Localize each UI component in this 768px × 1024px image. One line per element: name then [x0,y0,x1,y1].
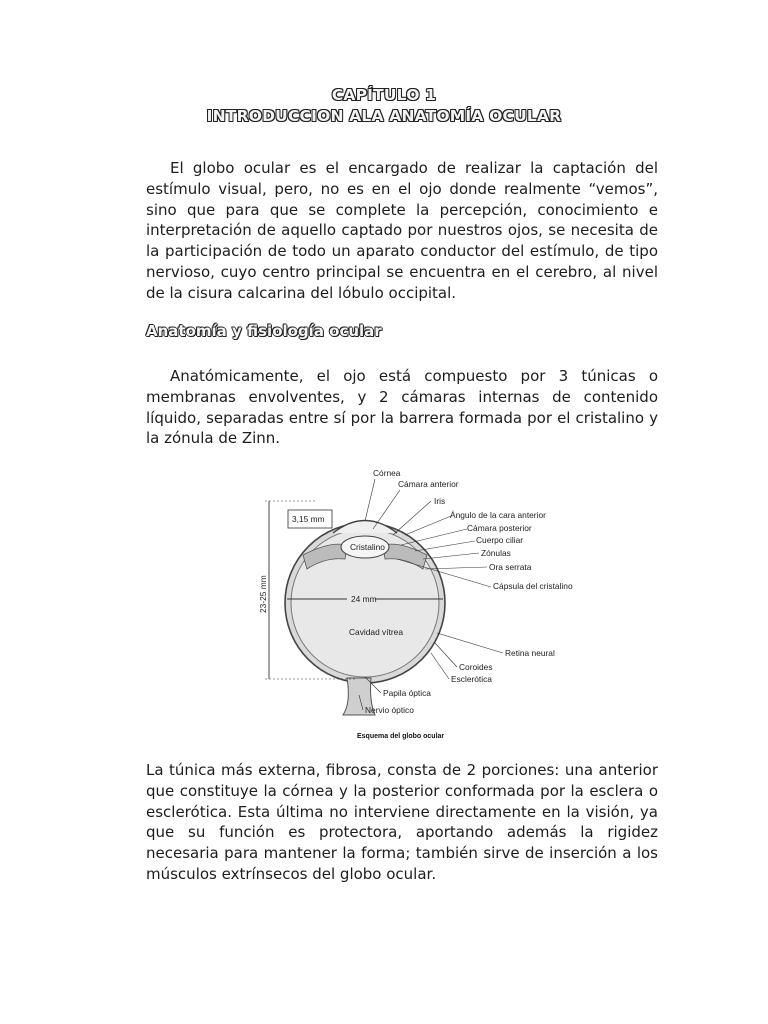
tunica-paragraph: La túnica más externa, fibrosa, consta de 2 porciones: una anterior que constituye la córnea y la posterior conformada por la esclera o esclerótica. Esta última no interviene directamente en la visión, ya que su función es protectora, aportando además la rigidez necesaria para mantener la forma; también sirve de inserción a los músculos extrínsecos del globo ocular. [146,761,658,883]
chapter-subtitle: INTRODUCCION ALA ANATOMÍA OCULAR [206,107,562,125]
section-heading: Anatomía y fisiología ocular [146,322,382,340]
label-iris: Iris [434,496,446,506]
label-esclerotica: Esclerótica [451,674,492,684]
intro-paragraph: El globo ocular es el encargado de realizar la captación del estímulo visual, pero, no es en el ojo donde realmente “vemos”, sino que para que se complete la percepción, conocimiento e interpretación de aquello captado por nuestros ojos, se necesita de la participación de todo un aparato conductor del estímulo, de tipo nervioso, cuyo centro principal se encuentra en el cerebro, al nivel de la cisura calcarina del lóbulo occipital. [146,159,658,302]
chapter-title: CAPÍTULO 1 [331,86,437,104]
label-papila: Papila óptica [383,688,431,698]
label-coroides: Coroides [459,662,493,672]
eye-diagram [255,463,595,743]
eye-diagram-figure [255,463,595,743]
label-cornea: Córnea [373,468,401,478]
label-retina: Retina neural [505,648,555,658]
label-ora-serrata: Ora serrata [489,562,532,572]
label-315mm: 3,15 mm [292,514,325,524]
label-24mm: 24 mm [351,594,377,604]
label-camara-posterior: Cámara posterior [467,523,532,533]
figure-caption: Esquema del globo ocular [357,733,445,740]
label-cuerpo-ciliar: Cuerpo ciliar [476,535,524,545]
label-zonulas: Zónulas [481,548,511,558]
anatomy-paragraph: Anatómicamente, el ojo está compuesto por 3 túnicas o membranas envolventes, y 2 cámaras internas de contenido líquido, separadas entre sí por la barrera formada por el cristalino y la zónula de Zinn. [146,367,658,448]
label-angulo: Ángulo de la cara anterior [450,510,546,520]
label-23-25mm: 23-25 mm [258,575,268,613]
label-cristalino: Cristalino [350,542,385,552]
label-capsula: Cápsula del cristalino [493,581,573,591]
cornea-shape [333,521,397,534]
label-cavidad: Cavidad vítrea [349,627,403,637]
label-camara-anterior: Cámara anterior [398,479,459,489]
label-nervio: Nervio óptico [365,705,414,715]
